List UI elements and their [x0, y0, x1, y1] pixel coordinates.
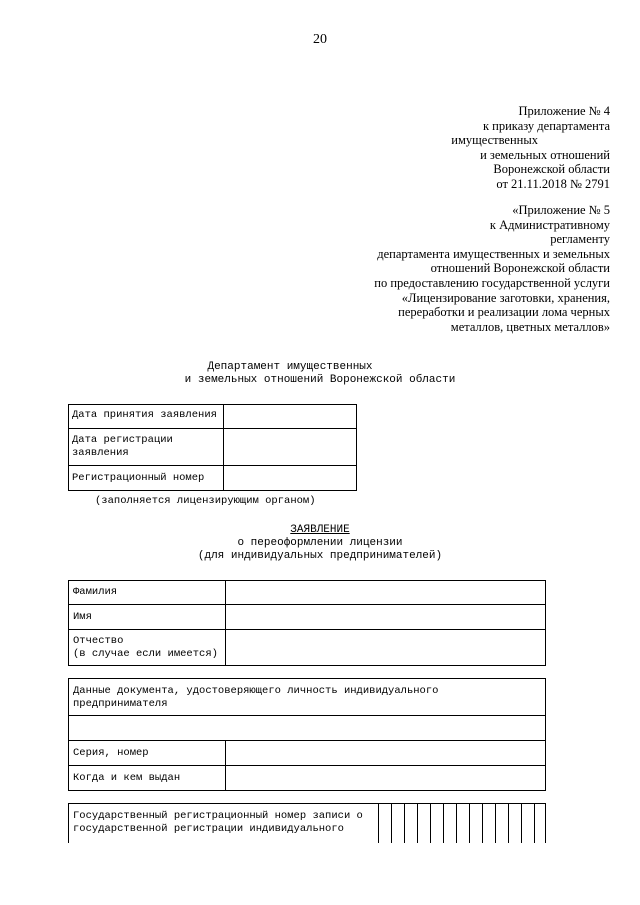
statement-subtitle: о переоформлении лицензии [237, 537, 403, 549]
patronymic-field[interactable] [227, 631, 544, 664]
name-field[interactable] [227, 606, 544, 628]
series-number-field[interactable] [227, 742, 544, 764]
page-number: 20 [313, 32, 327, 47]
patronymic-note: (в случае если имеется) [73, 648, 218, 660]
series-number-label: Серия, номер [73, 747, 149, 759]
appendix-4-line: и земельных отношений [480, 147, 610, 162]
statement-title: ЗАЯВЛЕНИЕ [290, 524, 350, 536]
licensing-authority-note: (заполняется лицензирующим органом) [95, 495, 316, 507]
registration-number-label: Регистрационный номер [72, 472, 205, 484]
id-document-header: Данные документа, удостоверяющего личность индивидуального [73, 685, 439, 697]
appendix-5-line: «Лицензирование заготовки, хранения, [401, 290, 610, 305]
ogrnip-label-2: государственной регистрации индивидуального [73, 823, 344, 835]
issued-by-label: Когда и кем выдан [73, 772, 181, 784]
appendix-5-line: отношений Воронежской области [430, 261, 610, 276]
appendix-5-line: металлов, цветных металлов» [450, 319, 610, 334]
statement-subtitle: (для индивидуальных предпринимателей) [197, 550, 443, 562]
registration-number-field[interactable] [225, 467, 355, 489]
appendix-5-line: переработки и реализации лома черных [398, 305, 610, 320]
appendix-5-line: департамента имущественных и земельных [377, 246, 610, 261]
date-registered-field[interactable] [225, 430, 355, 464]
appendix-4-line: имущественных [451, 133, 538, 148]
id-document-details-field[interactable] [70, 717, 544, 739]
id-document-header-2: предпринимателя [73, 698, 168, 710]
department-line: Департамент имущественных [207, 361, 373, 373]
surname-field[interactable] [227, 582, 544, 603]
date-accepted-field[interactable] [225, 406, 355, 427]
appendix-5-line: «Приложение № 5 [512, 203, 610, 217]
appendix-5-line: к Административному [489, 217, 610, 232]
appendix-4-line: от 21.11.2018 № 2791 [496, 176, 610, 191]
statement-heading [0, 524, 640, 563]
appendix-4-line: Воронежской области [493, 162, 610, 177]
appendix-5-line: регламенту [550, 232, 610, 247]
appendix-5-header [374, 203, 610, 334]
department-name [0, 361, 640, 387]
surname-label: Фамилия [73, 586, 118, 598]
patronymic-label: Отчество [73, 635, 124, 647]
date-registered-label: Дата регистрации [72, 434, 173, 446]
appendix-4-header [451, 104, 610, 192]
date-accepted-label: Дата принятия заявления [72, 409, 217, 421]
date-registered-label-2: заявления [72, 447, 129, 459]
ogrnip-label: Государственный регистрационный номер записи о [73, 810, 363, 822]
issued-by-field[interactable] [227, 767, 544, 789]
appendix-4-line: к приказу департамента [482, 118, 610, 133]
appendix-4-line: Приложение № 4 [518, 104, 610, 118]
department-line: и земельных отношений Воронежской области [184, 374, 456, 386]
appendix-5-line: по предоставлению государственной услуги [374, 275, 610, 290]
name-label: Имя [73, 611, 92, 623]
ogrnip-digit-cells[interactable] [380, 805, 544, 842]
